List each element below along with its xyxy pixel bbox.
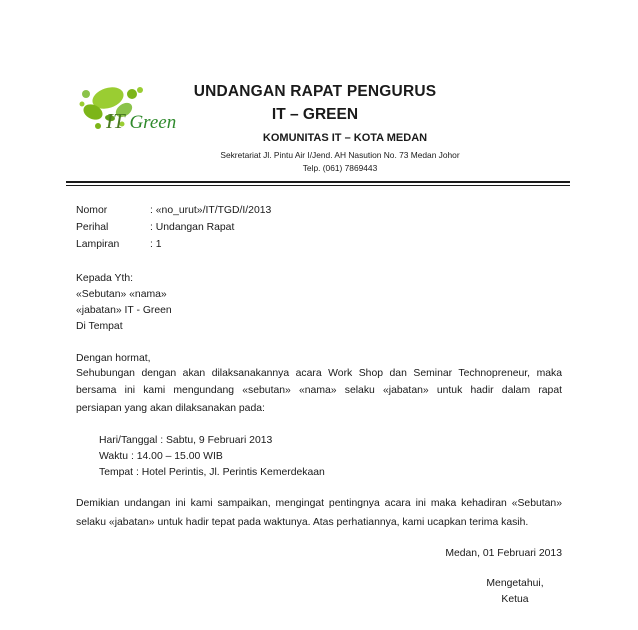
meta-label-lampiran: Lampiran: [76, 239, 120, 250]
header-divider-thick: [66, 181, 570, 183]
detail-date: Hari/Tanggal : Sabtu, 9 Februari 2013: [99, 435, 273, 446]
logo-prefix: IT: [106, 109, 125, 133]
signature-role: Ketua: [501, 594, 529, 605]
greeting: Dengan hormat,: [76, 353, 151, 364]
header-divider-thin: [66, 185, 570, 186]
title-line-2: IT – GREEN: [271, 106, 359, 123]
title-line-1: UNDANGAN RAPAT PENGURUS: [193, 83, 437, 100]
detail-place: Tempat : Hotel Perintis, Jl. Perintis Kemerdekaan: [99, 467, 325, 478]
logo-word: Green: [129, 112, 177, 133]
detail-time: Waktu : 14.00 – 15.00 WIB: [99, 451, 223, 462]
title-line-3: KOMUNITAS IT – KOTA MEDAN: [262, 132, 428, 144]
address-line-1: Sekretariat Jl. Pintu Air I/Jend. AH Nasution No. 73 Medan Johor: [220, 150, 460, 160]
closing-line-1: Demikian undangan ini kami sampaikan, mengingat pentingnya acara ini maka kehadiran «Sebutan»: [76, 498, 562, 509]
recipient-line-4: Di Tempat: [76, 321, 123, 332]
recipient-line-3: «jabatan» IT - Green: [76, 305, 172, 316]
meta-label-nomor: Nomor: [76, 205, 108, 216]
paragraph-1-line-3: persiapan yang akan dilaksanakan pada:: [76, 403, 265, 414]
signature-acknowledge: Mengetahui,: [486, 578, 544, 589]
meta-value-lampiran: : 1: [150, 239, 162, 250]
recipient-line-1: Kepada Yth:: [76, 273, 134, 284]
paragraph-1-line-2: bersama ini kami mengundang «sebutan» «nama» selaku «jabatan» untuk hadir dalam rapat: [76, 385, 562, 396]
paragraph-1-line-1: Sehubungan dengan akan dilaksanakannya acara Work Shop dan Seminar Technopreneur, maka: [76, 368, 562, 379]
meta-label-perihal: Perihal: [76, 222, 109, 233]
signature-place-date: Medan, 01 Februari 2013: [445, 548, 562, 559]
meta-value-perihal: : Undangan Rapat: [150, 222, 235, 233]
closing-line-2: selaku «jabatan» untuk hadir tepat pada waktunya. Atas perhatiannya, kami ucapkan terima kasih.: [76, 517, 529, 528]
meta-value-nomor: : «no_urut»/IT/TGD/I/2013: [150, 205, 272, 216]
address-line-2: Telp. (061) 7869443: [302, 163, 378, 173]
recipient-line-2: «Sebutan» «nama»: [76, 289, 167, 300]
